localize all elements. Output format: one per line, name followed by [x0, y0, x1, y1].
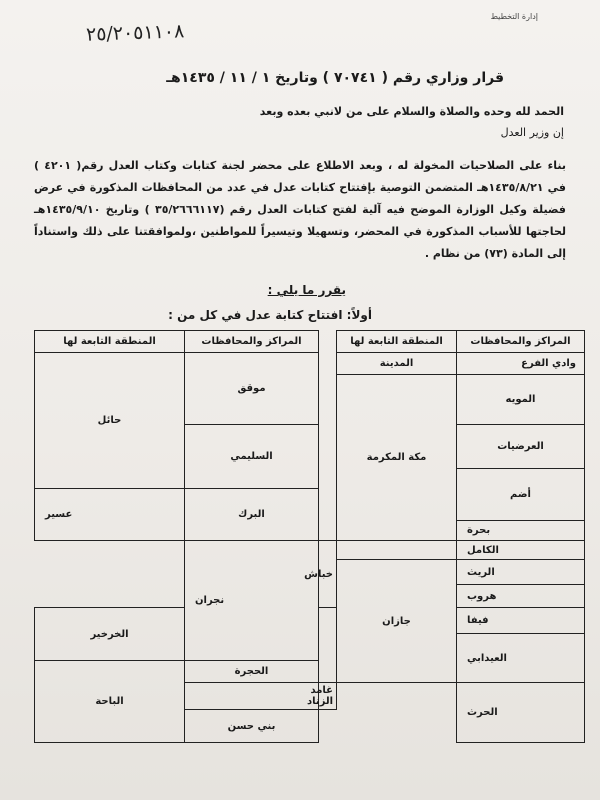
- handwritten-reference-number: ٢٥/٢٠٥١١٠٨: [85, 20, 185, 46]
- table-cell-center: الريث: [457, 560, 585, 585]
- table-cell-center: خباش: [319, 541, 337, 608]
- table-column-gap: [319, 331, 337, 353]
- resolution-first-item: أولاً: افتتاح كتابة عدل في كل من :: [168, 308, 372, 322]
- table-row: [35, 353, 585, 375]
- resolution-heading: يقرر ما يلي :: [267, 283, 346, 297]
- table-cell-center: فيفا: [457, 608, 585, 634]
- table-cell-center: الحرث: [457, 683, 585, 743]
- table-cell-region: مكة المكرمة: [337, 375, 457, 541]
- table-cell-center: السليمي: [185, 425, 319, 489]
- table-cell-region: حائل: [35, 353, 185, 489]
- table-row: [35, 541, 585, 560]
- header-region-left: المنطقة التابعة لها: [35, 331, 185, 353]
- decision-title: قرار وزاري رقم ( ٧٠٧٤١ ) وتاريخ ١ / ١١ / ١٤٣٥هـ: [166, 70, 504, 86]
- header-centers-right: المراكز والمحافظات: [457, 331, 585, 353]
- table-cell-center: وادي الفرع: [457, 353, 585, 375]
- table-cell-center: بني حسن: [185, 710, 319, 743]
- table-cell-region: الباحة: [35, 661, 185, 743]
- table-cell-center: الخرخير: [35, 608, 185, 661]
- table-header-row: [35, 331, 585, 353]
- header-region-right: المنطقة التابعة لها: [337, 331, 457, 353]
- table-cell-center: أضم: [457, 469, 585, 521]
- opening-praise: الحمد لله وحده والصلاة والسلام على من لانبي بعده وبعد: [259, 105, 564, 118]
- table-cell-center: الكامل: [457, 541, 585, 560]
- table-cell-center: الحجرة: [185, 661, 319, 683]
- table-cell-region: نجران: [185, 541, 319, 661]
- table-cell-center: غامد الزناد: [319, 683, 337, 710]
- header-centers-left: المراكز والمحافظات: [185, 331, 319, 353]
- department-label: إدارة التخطيط: [490, 12, 538, 21]
- decision-body-paragraph: بناء على الصلاحيات المخولة له ، وبعد الاطلاع على محضر لجنة كتابات وكتاب العدل رقم( ٤٢٠١ ) في ١٤٣٥/٨/٢١هـ المتضمن التوصية بإفتتاح كتابات عدل في عدد من المحافظات المذكورة في عرض فضيلة وكيل الوزارة الموضح فيه آلية لفتح كتابات العدل رقم (٣٥/٢٦٦٦١١٧ ) وتاريخ ١٤٣٥/٩/١٠هـ لحاجتها للأسباب المذكورة في المحضر، وتسهيلا وتيسيراً للمواطنين ،ولموافقتنا على ذلك واستناداً إلى المادة (٧٣) من نظام .: [34, 159, 566, 260]
- table-cell-center: العيدابي: [457, 634, 585, 683]
- table-cell-center: العرضيات: [457, 425, 585, 469]
- table-cell-center: موقق: [185, 353, 319, 425]
- table-cell-center: البرك: [185, 489, 319, 541]
- notary-offices-table: [34, 330, 585, 743]
- table-cell-center: هروب: [457, 585, 585, 608]
- table-cell-region: جازان: [337, 560, 457, 683]
- table-cell-center: بحرة: [457, 521, 585, 541]
- table-cell-center: المويه: [457, 375, 585, 425]
- table-cell-region: المدينة: [337, 353, 457, 375]
- minister-line: إن وزير العدل: [500, 126, 564, 139]
- table-cell-region: عسير: [35, 489, 185, 541]
